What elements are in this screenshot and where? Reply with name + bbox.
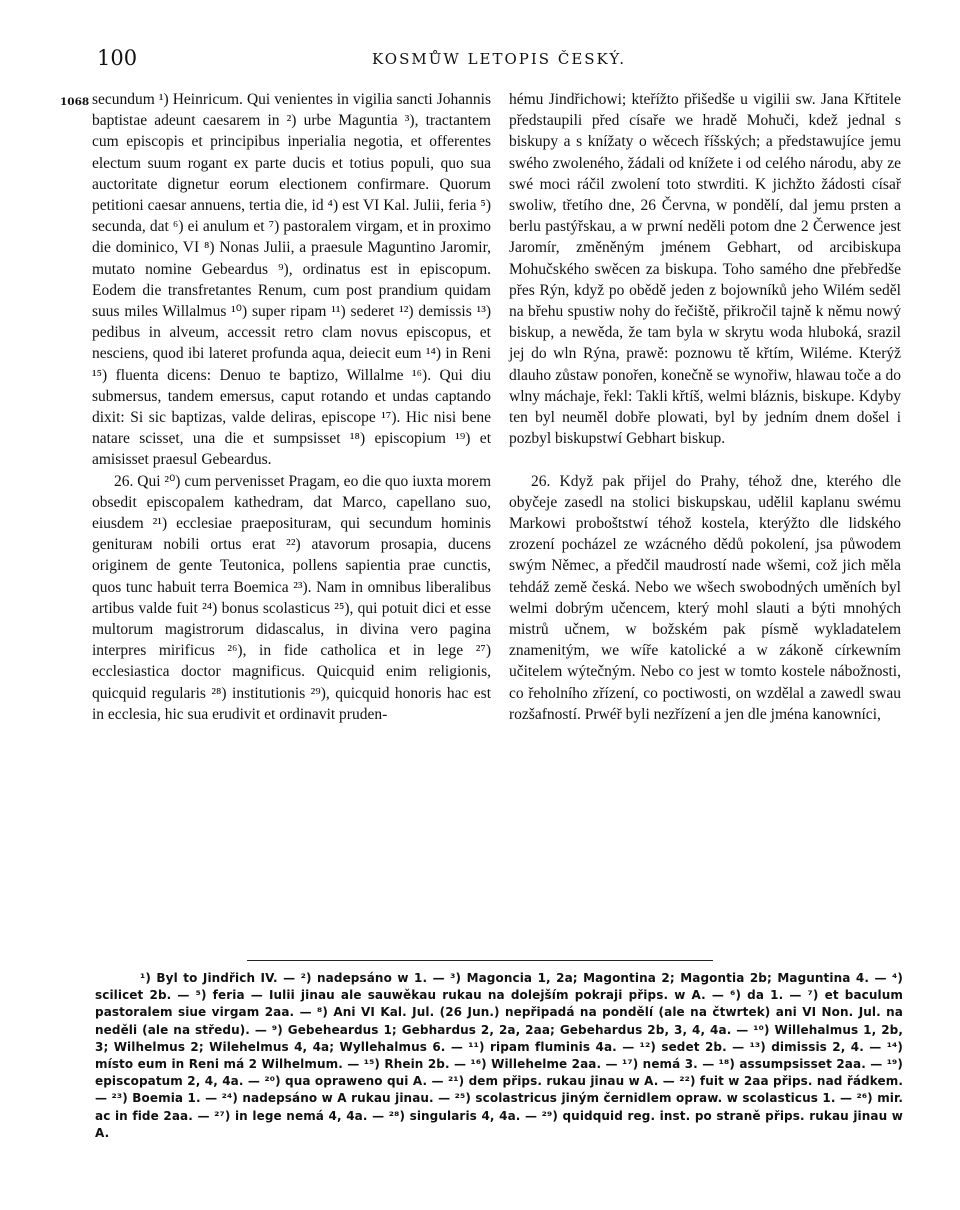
footnotes <box>95 970 903 1142</box>
czech-paragraph-1: hému Jindřichowi; kteřížto přišedše u vigilii sw. Jana Křtitele předstaupili před císaře we hradě Mohuči, kdež jednal s biskupy a s knížaty o wěcech říšských; a předstawujíce jemu swého zwoleného, žádali od knížete i od celého národu, aby ze swé moci ráčil zwolení toto stwrditi. K jichžto žádosti císař swoliw, třetího dne, 26 Června, w pondělí, dal jemu prsten a berlu pastýřskau, a w prwní neděli potom dne 2 Čerwence jest Jaromír, změněným jménem Gebhart, od arcibiskupa Mohučského swěcen za biskupa. Toho samého dne přebředše přes Rýn, když po obědě jeden z bojowníků jeho Wilém seděl na břehu spustiw nohy do řečiště, přikročil tajně k němu nowý biskup, a newěda, že tam byla w skrytu woda hluboká, srazil jej do wln Rýna, prawě: poznowu tě křtím, Wiléme. Kterýž dlauho zůstaw ponořen, konečně se wynořiw, hlawau toče a do wlny máchaje, řekl: Takli křtíš, welmi bláznis, biskupe. Kdyby ten byl neuměl dobře plowati, byl by jedním dnem došel i pozbyl biskupstwí Gebhart biskup. <box>509 91 901 448</box>
czech-paragraph-2: 26. Když pak přijel do Prahy, téhož dne, kterého dle obyčeje zasedl na stolici biskupskau, udělil kaplanu swému Markowi proboštstwí téhož kostela, kterýžto dle lidského zrození pocházel ze wzácného dědů pokolení, jsa půwodem swým Němec, a předčil maudrostí nade wšemi, což jich měla tehdáž země česká. Nebo we wšech swobodných uměních byl welmi dobrým učencem, který mohl slauti a býti mnohých mistrů učnem, w božském pak písmě wykladatelem znamenitým, we wíře katolické a w zákoně církewním učitelem wýtečným. Nebo co jest w tomto kostele nábožnosti, co řeholního zřízení, co poctiwosti, on wzdělal a zawedl swau rozšafností. Prwéř byli nezřízení a jen dle jména kanowníci, <box>509 472 901 723</box>
latin-paragraph-2: 26. Qui ²⁰) cum pervenisset Pragam, eo die quo iuxta morem obsedit episcopalem kathedram, dat Marco, capellano suo, eiusdem ²¹) ecclesiae praepositurам, qui secundum hominis geniturам nobili ortus erat ²²) atavorum prosapia, ducens originem de gente Teutonica, pollens sapientia prae cunctis, quos tunc habuit terra Boemica ²³). Nam in omnibus liberalibus artibus valde fuit ²⁴) bonus scolasticus ²⁵), qui potuit dici et esse multorum magistrorum didascalus, in divina vero pagina interpres mirificus ²⁶), in fide catholica et in lege ²⁷) ecclesiastica doctor magnificus. Quicquid enim religionis, quicquid regularis ²⁸) institutionis ²⁹), quicquid honoris hac est in ecclesia, hic sua erudivit et ordinavit pruden- <box>92 472 491 723</box>
footnote-rule <box>247 960 713 961</box>
margin-year: 1068 <box>60 96 90 108</box>
page-number: 100 <box>97 46 138 70</box>
running-title: KOSMŮW LETOPIS ČESKÝ. <box>372 50 627 68</box>
footnotes-text: ¹) Byl to Jindřich IV. — ²) nadepsáno w 1. — ³) Magoncia 1, 2a; Magontina 2; Magontia 2b; Maguntina 4. — ⁴) scilicet 2b. — ⁵) feria — Iulii jinau ale sauwěkau rukau na dolejším pokraji přips. w A. — ⁶) da 1. — ⁷) et baculum pastoralem siue virgam 2aa. — ⁸) Ani VI Kal. Jul. (26 Jun.) nepřipadá na pondělí (ale na čtwrtek) ani VI Non. Jul. na neděli (ale na středu). — ⁹) Gebeheardus 1; Gebhardus 2, 2a, 2aa; Gebehardus 2b, 3, 4, 4a. — ¹⁰) Willehalmus 1, 2b, 3; Wilhelmus 2; Wilehelmus 4, 4a; Wyllehalmus 6. — ¹¹) ripam fluminis 4a. — ¹²) sedet 2b. — ¹³) dimissis 2, 4. — ¹⁴) místo eum in Reni má 2 Wilhelmum. — ¹⁵) Rhein 2b. — ¹⁶) Willehelme 2aa. — ¹⁷) nemá 3. — ¹⁸) assumpsisset 2aa. — ¹⁹) episcopatum 2, 4, 4a. — ²⁰) qua opraweno qui A. — ²¹) dem přips. rukau jinau w A. — ²²) fuit w 2aa přips. nad řádkem. — ²³) Boemia 1. — ²⁴) nadepsáno w A rukau jinau. — ²⁵) scolastricus jiným černidlem opraw. w scolasticus 1. — ²⁶) mir. ac in fide 2aa. — ²⁷) in lege nemá 4, 4a. — ²⁸) singularis 4, 4a. — ²⁹) quidquid reg. inst. po straně přips. rukau jinau w A. <box>95 971 903 1140</box>
czech-column <box>509 89 901 725</box>
latin-column <box>92 89 491 725</box>
paragraph-gap <box>509 449 901 470</box>
latin-paragraph-1: secundum ¹) Heinricum. Qui venientes in vigilia sancti Johannis baptistae adeunt caesarem in ²) urbe Maguntia ³), tractantem cum episcopis et principibus inperialia negotia, et offerentes electum suum rogant ex parte ducis et totius populi, quo sua auctoritate dignetur eorum electionem confirmare. Quorum petitioni caesar annuens, tertia die, id ⁴) est VI Kal. Julii, feria ⁵) secunda, dat ⁶) ei anulum et ⁷) pastoralem virgam, et in proximo die dominico, VI ⁸) Nonas Julii, a praesule Maguntino Jaromir, mutato nomine Gebeardus ⁹), ordinatus est in episcopum. Eodem die transfretantes Renum, cum post prandium quidam suus miles Willalmus ¹⁰) super ripam ¹¹) sederet ¹²) demissis ¹³) pedibus in alveum, accessit retro clam novus episcopus, et nesciens, quod ibi lateret profunda aqua, deiecit eum ¹⁴) in Reni ¹⁵) fluenta dicens: Denuo te baptizo, Willalme ¹⁶). Qui diu submersus, tandem emersus, caput rotando et undas captando dixit: Si sic baptizas, valde deliras, episcope ¹⁷). Hic nisi bene natare scisset, una die et sumpsisset ¹⁸) episcopium ¹⁹) et amisisset praesul Gebeardus. <box>92 91 491 469</box>
